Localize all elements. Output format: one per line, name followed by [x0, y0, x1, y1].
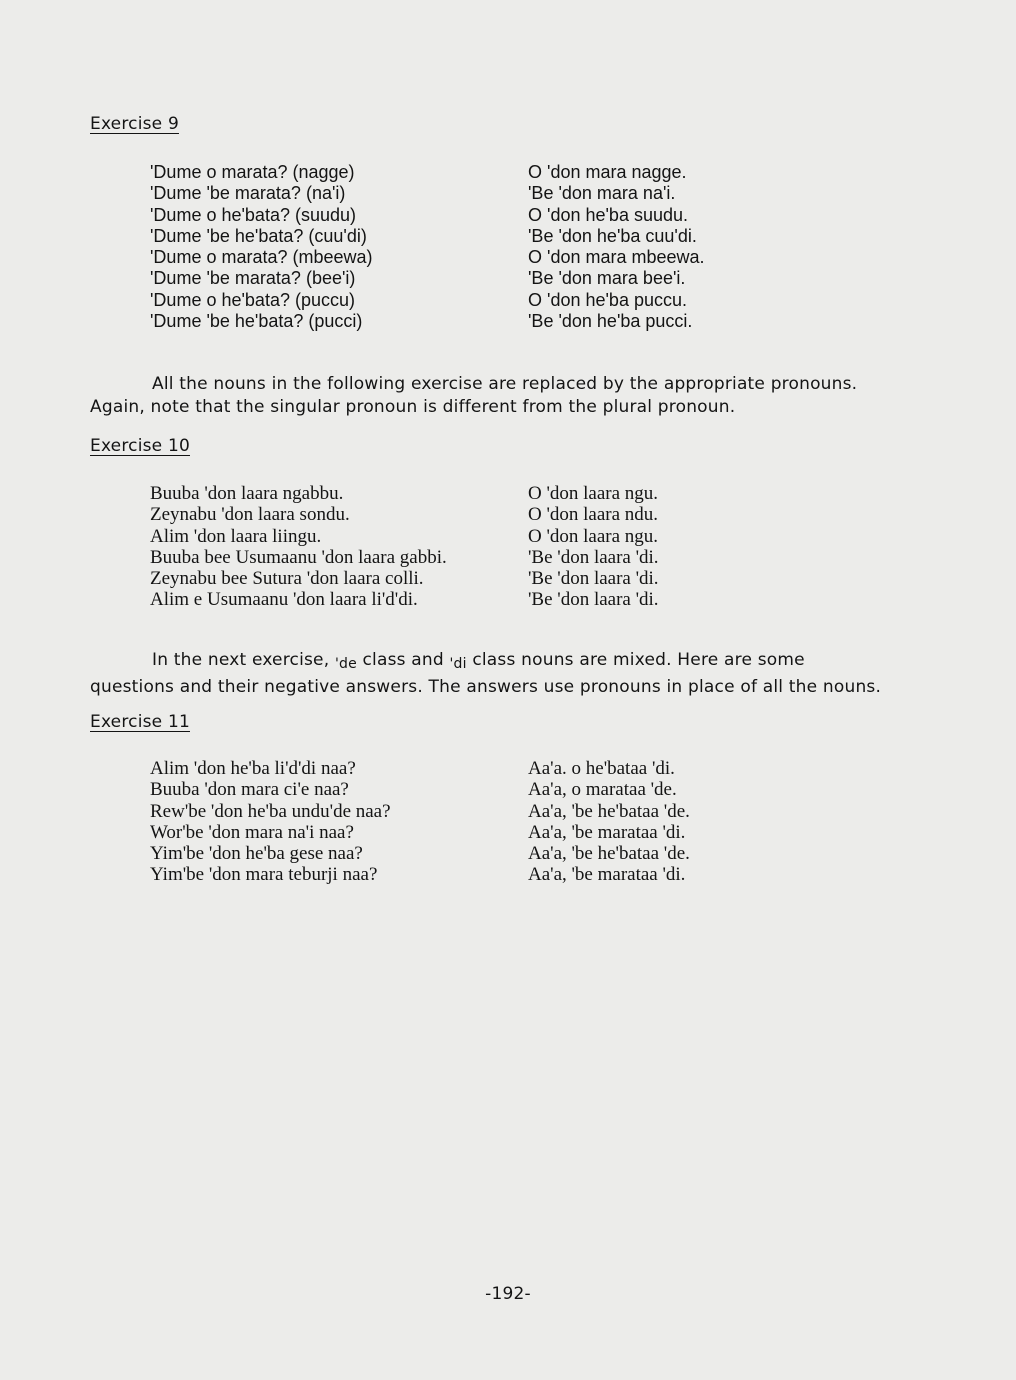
- paragraph-line: Again, note that the singular pronoun is different from the plural pronoun.: [90, 397, 736, 417]
- answer-line: 'Be 'don mara bee'i.: [528, 268, 686, 289]
- answer-line: O 'don laara ngu.: [528, 525, 659, 547]
- question-line: 'Dume o marata? (nagge): [150, 162, 355, 182]
- exercise-9-heading: Exercise 9: [90, 114, 179, 134]
- question-line: 'Dume 'be marata? (na'i): [150, 183, 346, 204]
- question-line: Zeynabu 'don laara sondu.: [150, 504, 350, 526]
- question-line: 'Dume 'be he'bata? (pucci): [150, 311, 363, 332]
- exercise-10-questions: [150, 483, 447, 611]
- question-line: Yim'be 'don he'ba gese naa?: [150, 843, 363, 865]
- page-number: -192-: [485, 1284, 531, 1304]
- paragraph-text: In the next exercise,: [152, 650, 335, 670]
- answer-line: 'Be 'don he'ba pucci.: [528, 311, 693, 332]
- exercise-11-heading: Exercise 11: [90, 712, 190, 732]
- exercise-11-questions: [150, 758, 391, 886]
- paragraph-text: class nouns are mixed. Here are some: [466, 650, 805, 670]
- di-class-marker: 'di: [449, 656, 467, 672]
- answer-line: Aa'a, 'be marataa 'di.: [528, 821, 686, 843]
- answer-line: O 'don mara nagge.: [528, 162, 687, 182]
- question-line: Wor'be 'don mara na'i naa?: [150, 821, 354, 843]
- paragraph-line: [90, 649, 930, 676]
- question-line: Alim e Usumaanu 'don laara li'd'di.: [150, 589, 418, 611]
- exercise-9-questions: [150, 162, 373, 332]
- question-line: 'Dume 'be marata? (bee'i): [150, 268, 356, 289]
- de-class-marker: 'de: [334, 656, 357, 672]
- answer-line: O 'don he'ba suudu.: [528, 204, 688, 225]
- answer-line: Aa'a, 'be marataa 'di.: [528, 864, 686, 886]
- answer-line: 'Be 'don laara 'di.: [528, 589, 659, 611]
- answer-line: 'Be 'don laara 'di.: [528, 568, 659, 590]
- instruction-paragraph-1: [90, 373, 930, 419]
- answer-line: 'Be 'don mara na'i.: [528, 183, 676, 204]
- exercise-11-answers: [528, 758, 690, 886]
- question-line: Rew'be 'don he'ba undu'de naa?: [150, 800, 391, 822]
- question-line: 'Dume 'be he'bata? (cuu'di): [150, 225, 367, 246]
- exercise-10-heading: Exercise 10: [90, 436, 190, 456]
- paragraph-line: questions and their negative answers. The answers use pronouns in place of all the nouns.: [90, 677, 882, 697]
- answer-line: 'Be 'don laara 'di.: [528, 546, 659, 568]
- paragraph-text: class and: [356, 650, 450, 670]
- answer-line: O 'don laara ndu.: [528, 504, 659, 526]
- question-line: 'Dume o he'bata? (puccu): [150, 289, 355, 310]
- question-line: 'Dume o he'bata? (suudu): [150, 204, 356, 225]
- answer-line: O 'don laara ngu.: [528, 483, 659, 504]
- answer-line: 'Be 'don he'ba cuu'di.: [528, 225, 697, 246]
- question-line: Zeynabu bee Sutura 'don laara colli.: [150, 568, 424, 590]
- question-line: Buuba 'don mara ci'e naa?: [150, 779, 349, 801]
- answer-line: Aa'a, 'be he'bataa 'de.: [528, 843, 690, 865]
- answer-line: O 'don mara mbeewa.: [528, 247, 705, 268]
- paragraph-line: All the nouns in the following exercise are replaced by the appropriate pronouns.: [152, 374, 858, 394]
- answer-line: Aa'a. o he'bataa 'di.: [528, 758, 675, 779]
- instruction-paragraph-2: [90, 649, 930, 699]
- answer-line: O 'don he'ba puccu.: [528, 289, 687, 310]
- answer-line: Aa'a, 'be he'bataa 'de.: [528, 800, 690, 822]
- question-line: 'Dume o marata? (mbeewa): [150, 247, 373, 268]
- question-line: Alim 'don he'ba li'd'di naa?: [150, 758, 356, 779]
- question-line: Buuba 'don laara ngabbu.: [150, 483, 344, 504]
- exercise-10-answers: [528, 483, 659, 611]
- question-line: Yim'be 'don mara teburji naa?: [150, 864, 378, 886]
- question-line: Buuba bee Usumaanu 'don laara gabbi.: [150, 546, 447, 568]
- question-line: Alim 'don laara liingu.: [150, 525, 322, 547]
- answer-line: Aa'a, o marataa 'de.: [528, 779, 677, 801]
- exercise-9-answers: [528, 162, 705, 332]
